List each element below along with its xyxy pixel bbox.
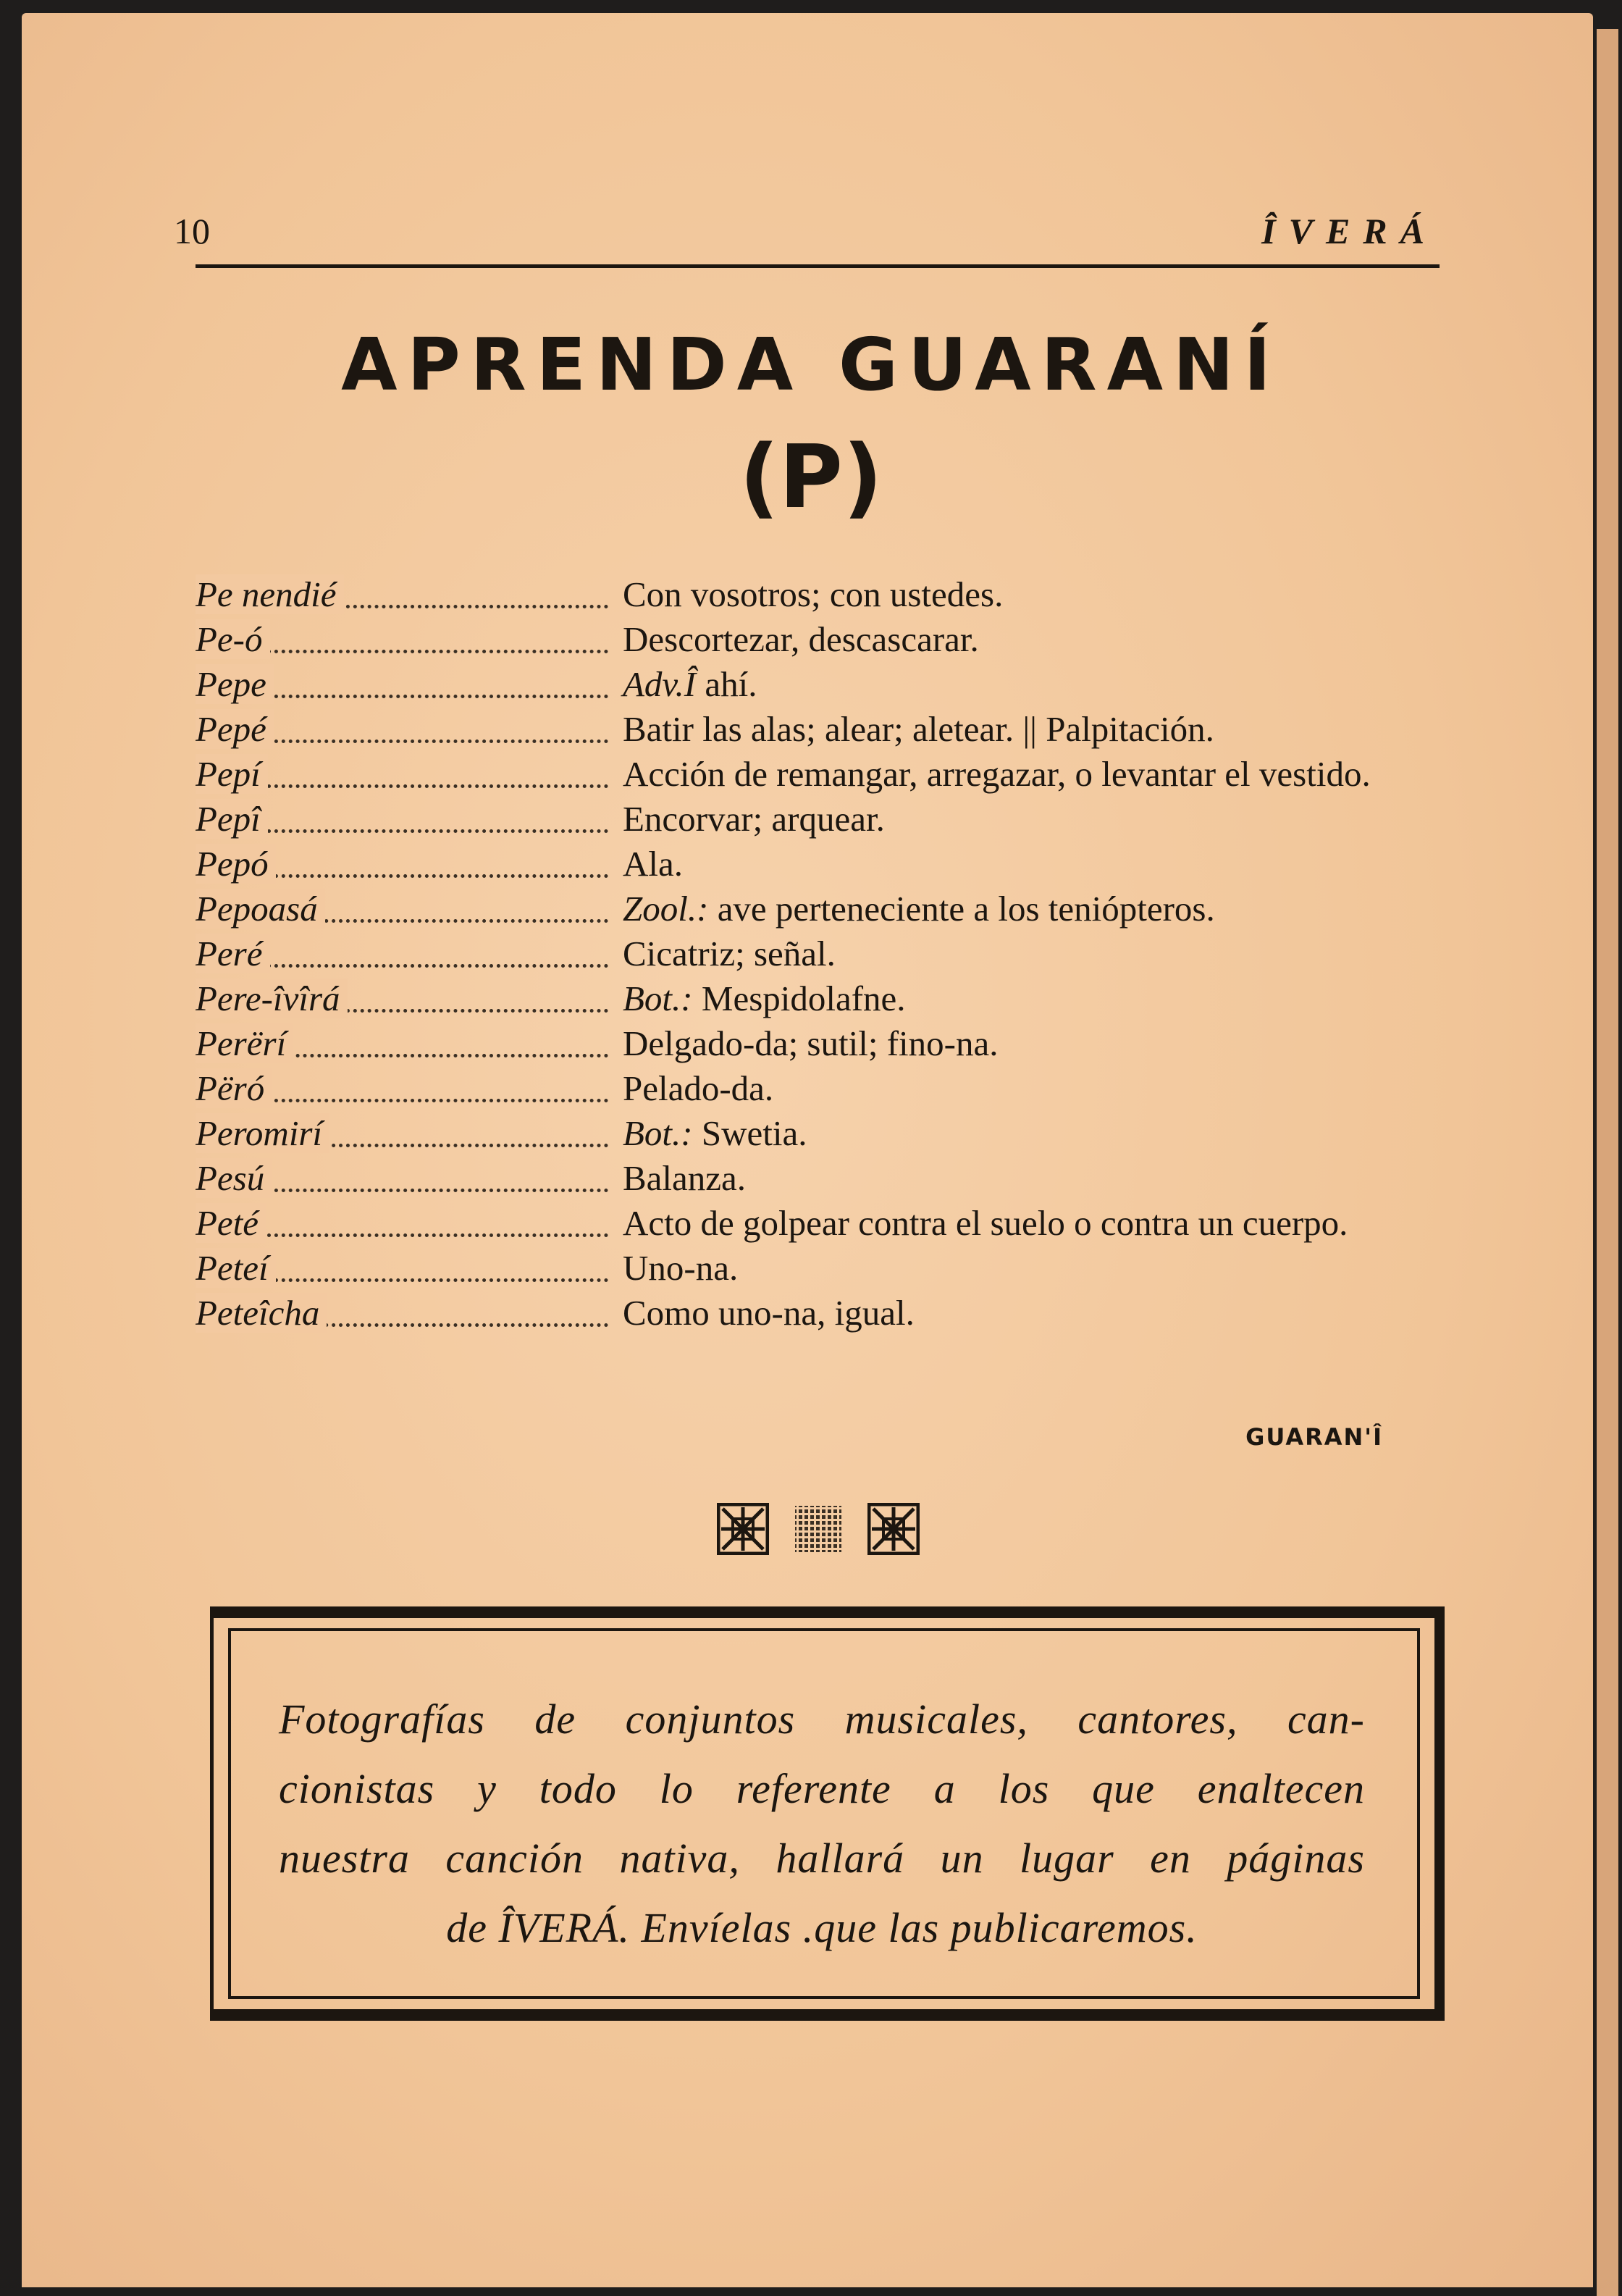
definition-text: Mespidolafne. (692, 979, 906, 1018)
entry-term (196, 1021, 623, 1066)
entry-definition (623, 1111, 1441, 1156)
definition-text: Swetia. (692, 1113, 807, 1153)
glossary-entry (196, 1066, 1441, 1111)
page-header (174, 210, 1437, 254)
definition-label: Adv.Î (623, 664, 697, 704)
entry-definition (623, 1201, 1441, 1246)
term-text: Përó (196, 1068, 272, 1108)
term-text: Pere-îvîrá (196, 979, 348, 1018)
entry-definition (623, 752, 1441, 797)
entry-definition (623, 931, 1441, 976)
term-text: Peté (196, 1203, 266, 1243)
page-title: APRENDA GUARANÍ (341, 322, 1281, 407)
glossary-entry (196, 572, 1441, 617)
notice-line: Fotografías de conjuntos musicales, cantores, can- (279, 1696, 1365, 1743)
entry-definition (623, 976, 1441, 1021)
definition-text: Encorvar; arquear. (623, 799, 885, 839)
definition-label: Bot.: (623, 979, 693, 1018)
entry-term (196, 1111, 623, 1156)
entry-definition (623, 1156, 1441, 1201)
ornament-dots-icon (792, 1503, 844, 1555)
entry-definition (623, 707, 1441, 752)
glossary-entry (196, 797, 1441, 842)
term-text: Pepe (196, 664, 274, 704)
term-text: Peteîcha (196, 1293, 327, 1333)
entry-term (196, 1156, 623, 1201)
entry-term (196, 842, 623, 887)
entry-term (196, 572, 623, 617)
entry-term (196, 976, 623, 1021)
entry-term (196, 1291, 623, 1336)
source-credit: GUARAN'Î (1245, 1423, 1383, 1451)
glossary-entry (196, 662, 1441, 707)
definition-text: Uno-na. (623, 1248, 739, 1288)
glossary-entry (196, 707, 1441, 752)
glossary-entry (196, 617, 1441, 662)
entry-definition (623, 887, 1441, 931)
definition-text: ave perteneciente a los teniópteros. (708, 889, 1215, 929)
term-text: Pesú (196, 1158, 272, 1198)
entry-term (196, 1066, 623, 1111)
entry-term (196, 707, 623, 752)
definition-text: Acción de remangar, arregazar, o levantar el vestido. (623, 754, 1371, 794)
header-rule (196, 264, 1440, 268)
definition-text: ahí. (696, 664, 757, 704)
ornament-icon (717, 1503, 769, 1555)
term-text: Peromirí (196, 1113, 329, 1153)
notice-line: de ÎVERÁ. Envíelas .que las publicaremos. (446, 1904, 1198, 1951)
glossary-entry (196, 842, 1441, 887)
glossary-entry (196, 1201, 1441, 1246)
glossary-entry (196, 1291, 1441, 1336)
definition-text: Batir las alas; alear; aletear. || Palpitación. (623, 709, 1214, 749)
notice-line: cionistas y todo lo referente a los que enaltecen (279, 1765, 1365, 1812)
entry-definition (623, 1066, 1441, 1111)
entry-definition (623, 1291, 1441, 1336)
glossary-entry (196, 1156, 1441, 1201)
glossary (196, 572, 1441, 1336)
entry-term (196, 1246, 623, 1291)
definition-label: Zool.: (623, 889, 709, 929)
term-text: Pepé (196, 709, 274, 749)
definition-text: Acto de golpear contra el suelo o contra un cuerpo. (623, 1203, 1348, 1243)
term-text: Pepí (196, 754, 268, 794)
entry-definition (623, 572, 1441, 617)
entry-term (196, 931, 623, 976)
entry-term (196, 797, 623, 842)
definition-label: Bot.: (623, 1113, 693, 1153)
entry-term (196, 662, 623, 707)
ornament-icon (867, 1503, 920, 1555)
entry-definition (623, 662, 1441, 707)
glossary-entry (196, 1021, 1441, 1066)
definition-text: Balanza. (623, 1158, 747, 1198)
definition-text: Descortezar, descascarar. (623, 619, 979, 659)
entry-term (196, 617, 623, 662)
entry-definition (623, 1246, 1441, 1291)
entry-definition (623, 617, 1441, 662)
term-text: Pe nendié (196, 574, 344, 614)
glossary-entry (196, 976, 1441, 1021)
letter-heading: (P) (739, 427, 883, 528)
term-text: Pepî (196, 799, 268, 839)
notice-box (210, 1606, 1445, 2021)
ornament-divider (717, 1503, 920, 1561)
entry-term (196, 887, 623, 931)
entry-definition (623, 797, 1441, 842)
entry-term (196, 1201, 623, 1246)
term-text: Peteí (196, 1248, 276, 1288)
term-text: Pepó (196, 844, 276, 884)
definition-text: Ala. (623, 844, 683, 884)
entry-definition (623, 842, 1441, 887)
glossary-entry (196, 931, 1441, 976)
glossary-entry (196, 752, 1441, 797)
definition-text: Como uno-na, igual. (623, 1293, 915, 1333)
definition-text: Con vosotros; con ustedes. (623, 574, 1004, 614)
entry-definition (623, 1021, 1441, 1066)
page-number: 10 (174, 211, 210, 251)
definition-text: Delgado-da; sutil; fino-na. (623, 1023, 999, 1063)
entry-term (196, 752, 623, 797)
glossary-entry (196, 887, 1441, 931)
notice-line: nuestra canción nativa, hallará un lugar en páginas (279, 1835, 1365, 1882)
term-text: Perërí (196, 1023, 293, 1063)
term-text: Peré (196, 934, 270, 973)
running-title: ÎVERÁ (1261, 211, 1437, 251)
notice-text (279, 1685, 1365, 1963)
term-text: Pepoasá (196, 889, 325, 929)
glossary-entry (196, 1246, 1441, 1291)
term-text: Pe-ó (196, 619, 270, 659)
definition-text: Cicatriz; señal. (623, 934, 836, 973)
glossary-entry (196, 1111, 1441, 1156)
definition-text: Pelado-da. (623, 1068, 774, 1108)
